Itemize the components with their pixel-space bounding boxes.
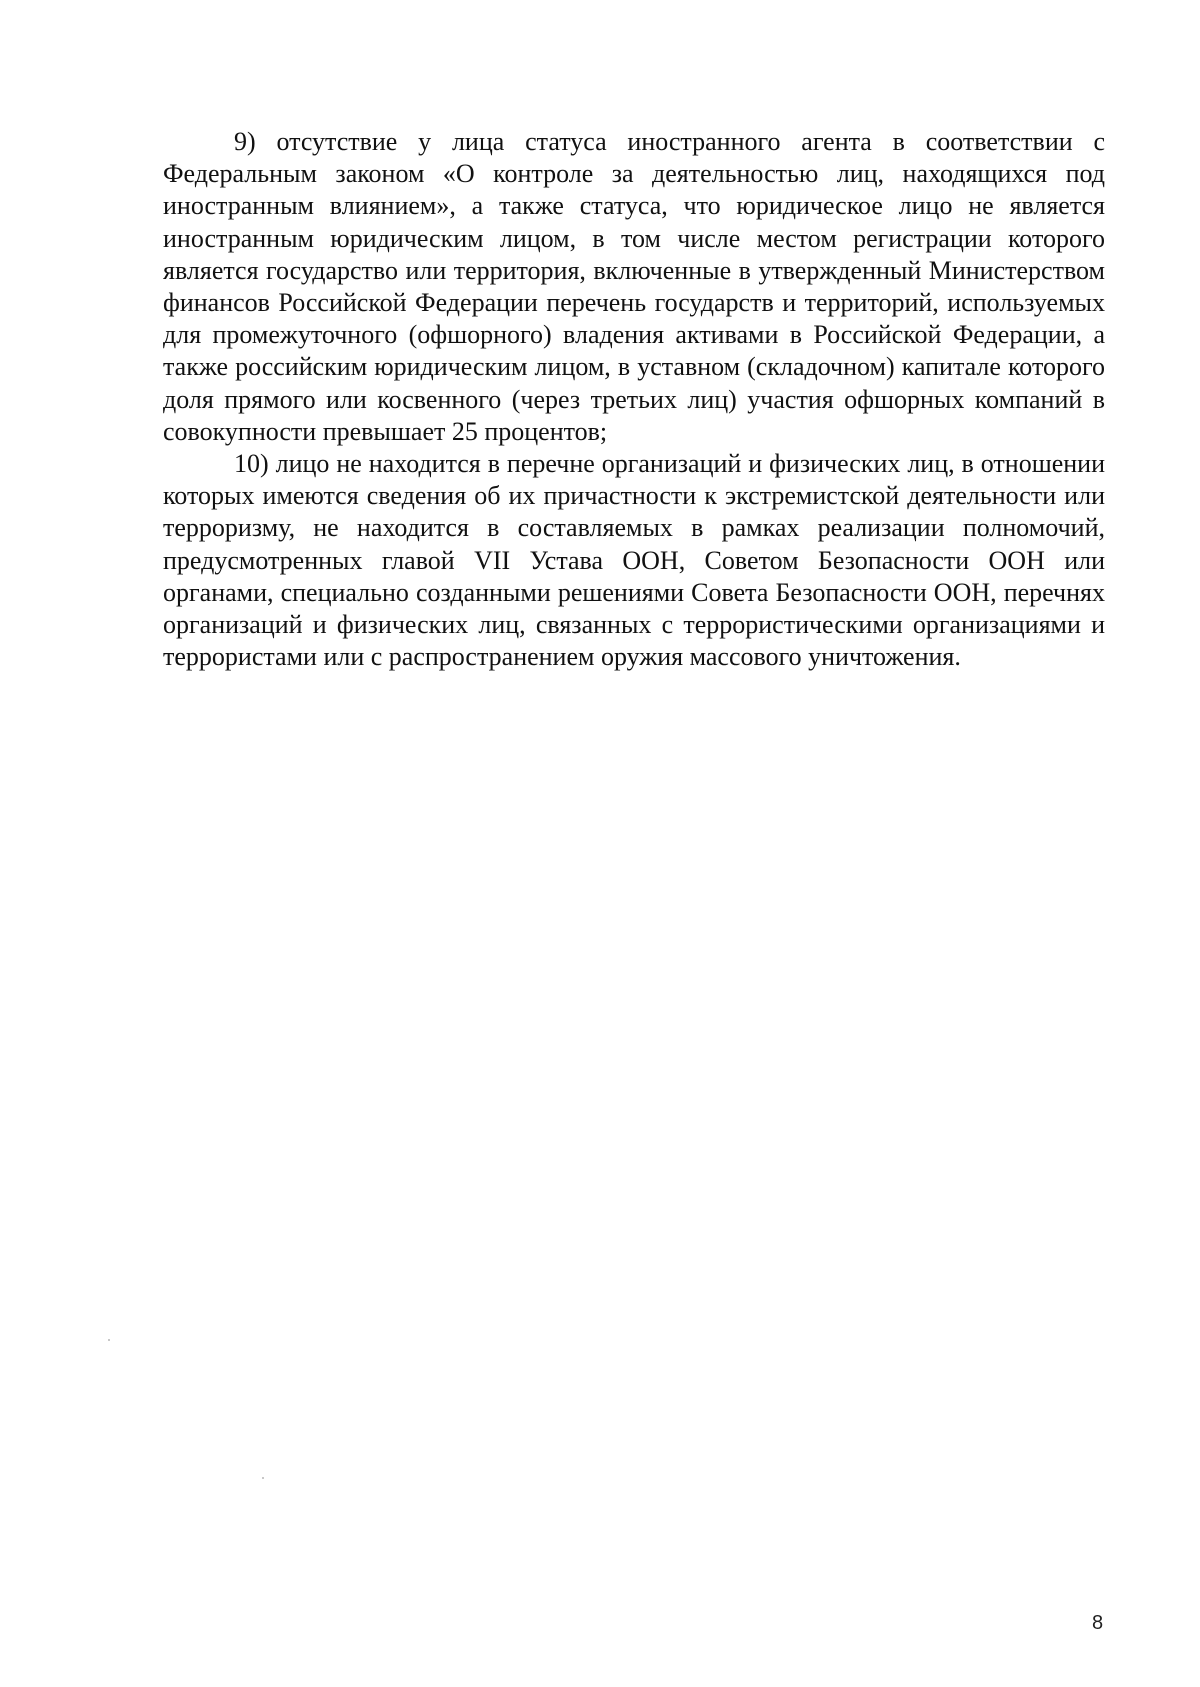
paragraph-number: 9)	[234, 127, 256, 156]
paragraph-text: отсутствие у лица статуса иностранного агента в соответствии с Федеральным законом «О контроле за деятельностью лиц, находящихся под иностранным влиянием», а также статуса, что юридическое лицо не является иностранным юридическим лицом, в том числе местом регистрации которого является государство или территория, включенные в утвержденный Министерством финансов Российской Федерации перечень государств и территорий, используемых для промежуточного (офшорного) владения активами в Российской Федерации, а также российским юридическим лицом, в уставном (складочном) капитале которого доля прямого или косвенного (через третьих лиц) участия офшорных компаний в совокупности превышает 25 процентов;	[163, 127, 1105, 446]
scan-speck	[262, 1477, 264, 1479]
document-body	[163, 126, 1105, 673]
paragraph-text: лицо не находится в перечне организаций и физических лиц, в отношении которых имеются сведения об их причастности к экстремистской деятельности или терроризму, не находится в составляемых в рамках реализации полномочий, предусмотренных главой VII Устава ООН, Советом Безопасности ООН или органами, специально созданными решениями Совета Безопасности ООН, перечнях организаций и физических лиц, связанных с террористическими организациями и террористами или с распространением оружия массового уничтожения.	[163, 449, 1105, 672]
page-number: 8	[1092, 1612, 1104, 1634]
paragraph-item-9	[163, 126, 1105, 448]
paragraph-number: 10)	[234, 449, 269, 479]
scan-speck	[108, 1339, 110, 1341]
paragraph-item-10	[163, 448, 1105, 673]
